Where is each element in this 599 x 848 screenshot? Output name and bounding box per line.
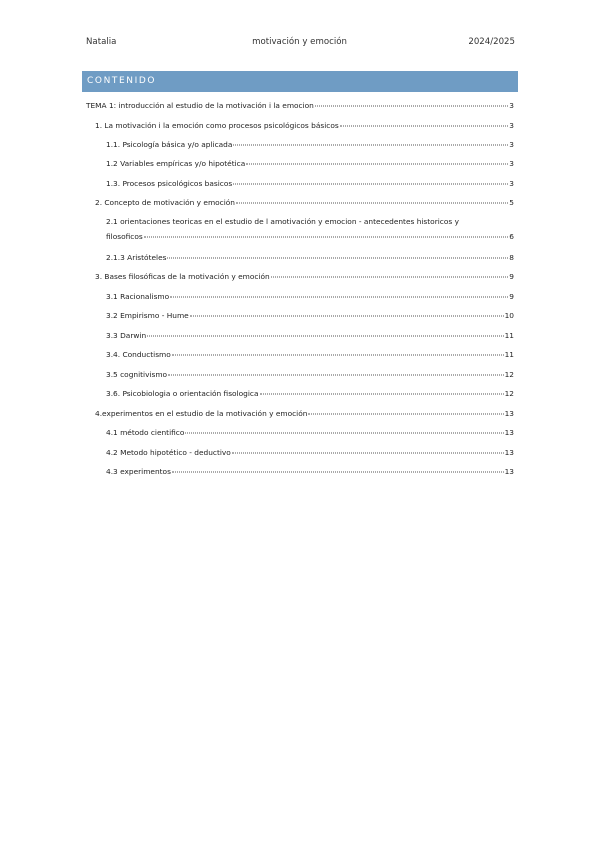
- toc-entry-page: 11: [504, 331, 514, 340]
- toc-leader-dots: [185, 433, 503, 434]
- toc-leader-dots: [308, 414, 503, 415]
- toc-entry-page: 9: [509, 292, 514, 301]
- toc-entry[interactable]: [106, 389, 514, 398]
- toc-entry-page: 13: [504, 448, 514, 457]
- toc-entry-page: 10: [504, 311, 514, 320]
- toc-entry-label: 4.1 método cientifico: [106, 428, 185, 437]
- toc-entry-label: 4.experimentos en el estudio de la motivación y emoción: [95, 409, 308, 418]
- toc-leader-dots: [147, 336, 503, 337]
- toc-entry[interactable]: [106, 428, 514, 437]
- toc-entry-label: 1.2 Variables empíricas y/o hipotética: [106, 159, 246, 168]
- toc-entry[interactable]: [106, 467, 514, 476]
- toc-entry-label: 3.6. Psicobiologia o orientación fisologica: [106, 389, 259, 398]
- toc-entry-label: 2.1.3 Aristóteles: [106, 253, 167, 262]
- toc-entry-page: 12: [504, 389, 514, 398]
- header-author: Natalia: [86, 37, 117, 47]
- toc-entry-page: 13: [504, 409, 514, 418]
- toc-entry-label: 4.2 Metodo hipotético - deductivo: [106, 448, 231, 457]
- toc-leader-dots: [172, 355, 504, 356]
- header-subject: motivación y emoción: [252, 37, 347, 47]
- toc-leader-dots: [260, 394, 504, 395]
- toc-entry-page: 11: [504, 350, 514, 359]
- toc-entry-label: 3.5 cognitivismo: [106, 370, 168, 379]
- toc-entry[interactable]: [95, 272, 514, 281]
- toc-entry-page: 13: [504, 428, 514, 437]
- toc-entry[interactable]: [106, 448, 514, 457]
- toc-leader-dots: [168, 375, 504, 376]
- toc-entry[interactable]: [106, 350, 514, 359]
- toc-entry-page: 3: [509, 101, 514, 110]
- toc-entry-label: 4.3 experimentos: [106, 467, 171, 476]
- toc-entry-page: 8: [509, 253, 514, 262]
- toc-leader-dots: [167, 258, 508, 259]
- toc-entry-label: 1. La motivación i la emoción como procesos psicológicos básicos: [95, 121, 339, 130]
- toc-entry[interactable]: [106, 331, 514, 340]
- toc-entry-label: 1.1. Psicología básica y/o aplicada: [106, 140, 233, 149]
- toc-entry-page: 3: [509, 179, 514, 188]
- toc-entry-line2: [106, 232, 514, 241]
- toc-entry[interactable]: [95, 198, 514, 207]
- toc-entry-label-line2: filosoficos: [106, 232, 143, 241]
- toc-leader-dots: [190, 316, 504, 317]
- toc-entry-page: 9: [509, 272, 514, 281]
- toc-leader-dots: [233, 145, 508, 146]
- toc-leader-dots: [172, 472, 504, 473]
- toc-leader-dots: [246, 164, 508, 165]
- toc-title-banner: CONTENIDO: [82, 71, 518, 92]
- toc-leader-dots: [340, 126, 509, 127]
- toc-entry-label: 3. Bases filosóficas de la motivación y emoción: [95, 272, 270, 281]
- toc-entry-label: 3.4. Conductismo: [106, 350, 171, 359]
- header-year: 2024/2025: [468, 37, 515, 47]
- toc-entry[interactable]: [106, 370, 514, 379]
- toc-leader-dots: [233, 184, 508, 185]
- toc-entry[interactable]: [95, 121, 514, 130]
- toc-leader-dots: [315, 106, 508, 107]
- toc-leader-dots: [232, 453, 504, 454]
- toc-entry[interactable]: [106, 253, 514, 262]
- toc-entry-page: 5: [509, 198, 514, 207]
- toc-entry-page: 3: [509, 159, 514, 168]
- toc-entry-label: TEMA 1: introducción al estudio de la motivación i la emocion: [86, 101, 314, 110]
- toc-entry[interactable]: [106, 140, 514, 149]
- toc-entry[interactable]: [106, 292, 514, 301]
- toc-entry-label: 2. Concepto de motivación y emoción: [95, 198, 235, 207]
- toc-entry-label: 1.3. Procesos psicológicos basicos: [106, 179, 233, 188]
- toc-entry[interactable]: [106, 159, 514, 168]
- toc-entry[interactable]: [86, 101, 514, 110]
- toc-entry[interactable]: [106, 311, 514, 320]
- toc-entry-page: 12: [504, 370, 514, 379]
- toc-leader-dots: [236, 203, 508, 204]
- toc-entry[interactable]: [95, 409, 514, 418]
- toc-entry-page: 6: [509, 232, 514, 241]
- toc-entry-page: 3: [509, 121, 514, 130]
- toc-entry-label: 3.1 Racionalismo: [106, 292, 170, 301]
- toc-entry-page: 13: [504, 467, 514, 476]
- toc-leader-dots: [144, 237, 509, 238]
- toc-entry-label: 3.3 Darwin: [106, 331, 147, 340]
- toc-entry-page: 3: [509, 140, 514, 149]
- toc-leader-dots: [170, 297, 508, 298]
- toc-entry[interactable]: [106, 217, 514, 241]
- toc-entry-label: 3.2 Empirismo - Hume: [106, 311, 189, 320]
- toc-leader-dots: [271, 277, 509, 278]
- toc-entry[interactable]: [106, 179, 514, 188]
- toc-entry-label-line1: 2.1 orientaciones teoricas en el estudio de l amotivación y emocion - antecedentes historicos y: [106, 217, 459, 226]
